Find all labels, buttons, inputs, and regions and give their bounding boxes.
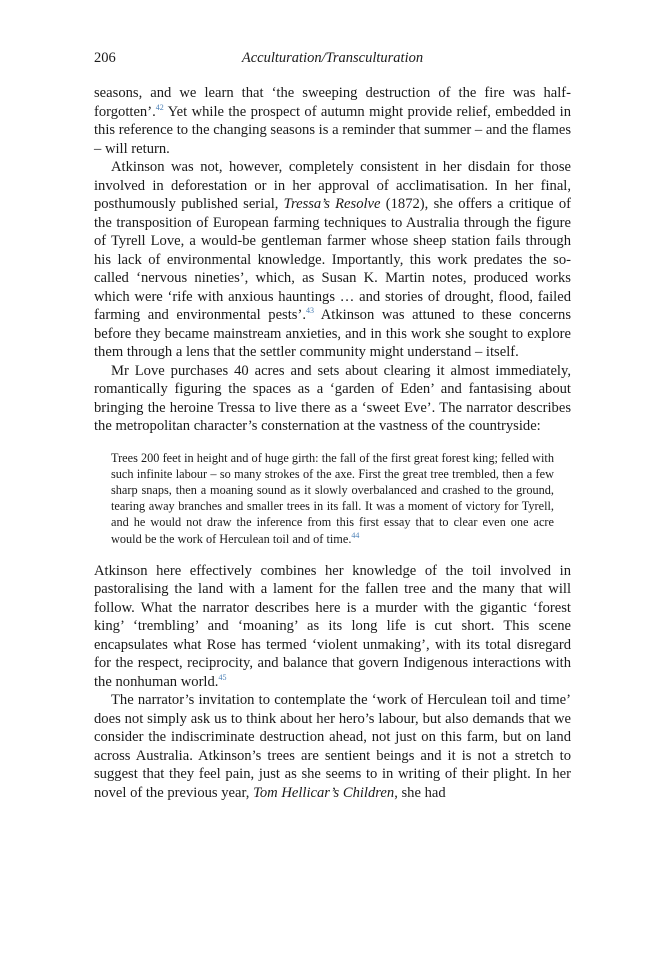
paragraph-3: Mr Love purchases 40 acres and sets about clearing it almost immediately, romantically figuring the spaces as a ‘garden of Eden’ and fantasising about bringing the heroine Tressa to live there as a ‘sweet Eve’. The narrator describes the metropolitan character’s consternation at the vastness of the countryside: <box>94 362 571 434</box>
endnote-ref-45[interactable]: 45 <box>218 672 227 682</box>
paragraph-1: seasons, and we learn that ‘the sweeping destruction of the fire was half-forgotten’.$^{42}$ Yet while the prospect of autumn might provide relief, embedded in this reference to the changing seasons is a reminder that summer – and the flames – will return. <box>94 85 571 157</box>
page-number: 206 <box>94 50 116 66</box>
body-text <box>94 84 571 802</box>
endnote-ref-42[interactable]: 42 <box>155 102 164 112</box>
paragraph-2: Atkinson was not, however, completely consistent in her disdain for those involved in deforestation or in her approval of acclimatisation. In her final, posthumously published serial, Tressa’s Resolve (1872), she offers a critique of the transposition of European farming techniques to Australia through the figure of Tyrell Love, a would-be gentleman farmer whose sheep station fails through his lack of environmental knowledge. Importantly, this work predates the so-called ‘nervous nineties’, which, as Susan K. Martin notes, produced works which were ‘rife with anxious hauntings … and stories of drought, flood, failed farming and environmental pests’.$^{43}$ Atkinson was attuned to these concerns before they became mainstream anxieties, and in this work she sought to explore them through a lens that the settler community might understand – itself. <box>94 159 571 360</box>
endnote-ref-44[interactable]: 44 <box>351 530 360 540</box>
paragraph-4: Atkinson here effectively combines her knowledge of the toil involved in pastoralising the land with a lament for the fallen tree and the many that will follow. What the narrator describes here is a murder with the gigantic ‘forest king’ ‘trembling’ and ‘moaning’ as its long life is cut short. This scene encapsulates what Rose has termed ‘violent unmaking’, with its total disregard for the respect, reciprocity, and balance that govern Indigenous interactions with the nonhuman world.$^{45}$ <box>94 562 571 690</box>
running-header <box>94 50 571 70</box>
endnote-ref-43[interactable]: 43 <box>305 306 314 316</box>
block-quote: Trees 200 feet in height and of huge girth: the fall of the first great forest king; felled with such infinite labour – so many strokes of the axe. First the great tree trembled, then a few sharp snaps, then a moaning sound as it slowly overbalanced and crashed to the ground, tearing away branches and smaller trees in its fall. It was a moment of victory for Tyrell, and he would not draw the inference from this first essay that to clear even one acre would be the work of Herculean toil and of time.$^{44}$ <box>111 450 554 546</box>
paragraph-5: The narrator’s invitation to contemplate the ‘work of Herculean toil and time’ does not simply ask us to think about her hero’s labour, but also demands that we consider the indiscriminate destruction ahead, not just on this farm, but on land across Australia. Atkinson’s trees are sentient beings and it is not a stretch to suggest that they feel pain, just as she seems to in writing of their plight. In her novel of the previous year, Tom Hellicar’s Children, she had <box>94 692 571 801</box>
work-title: Tressa’s Resolve <box>283 196 381 212</box>
work-title: Tom Hellicar’s Children <box>253 784 395 801</box>
running-title: Acculturation/Transculturation <box>241 50 424 66</box>
